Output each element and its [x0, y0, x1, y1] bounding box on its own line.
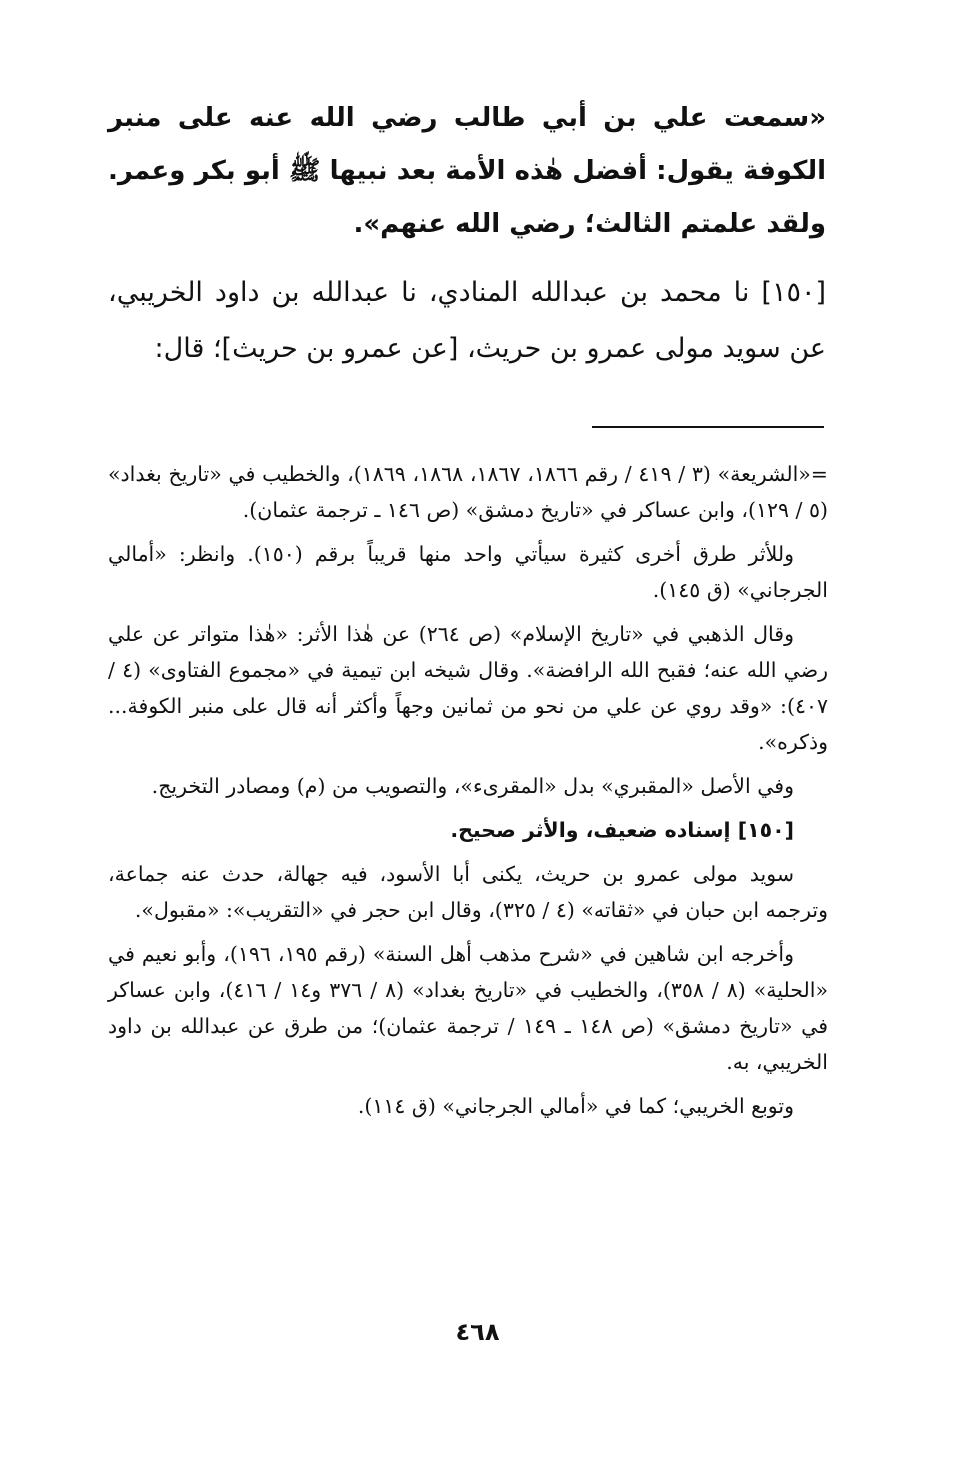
main-text-isnad [108, 265, 826, 377]
footnote-paragraph: وأخرجه ابن شاهين في «شرح مذهب أهل السنة» (رقم ١٩٥، ١٩٦)، وأبو نعيم في «الحلية» (٨ / ٣٥٨)، والخطيب في «تاريخ بغداد» (٨ / ٣٧٦ و١٤ / ٤١٦)، وابن عساكر في «تاريخ دمشق» (ص ١٤٨ ـ ١٤٩ / ترجمة عثمان)؛ من طرق عن عبدالله بن داود الخريبي، به. [108, 942, 828, 1074]
footnote-paragraph: وتوبع الخريبي؛ كما في «أمالي الجرجاني» (ق ١١٤). [357, 1094, 794, 1118]
footnotes [108, 456, 828, 1132]
footnote-paragraph: وللأثر طرق أخرى كثيرة سيأتي واحد منها قريباً برقم (١٥٠). وانظر: «أمالي الجرجاني» (ق ١٤٥). [108, 542, 828, 602]
footnote-paragraph: =«الشريعة» (٣ / ٤١٩ / رقم ١٨٦٦، ١٨٦٧، ١٨٦٨، ١٨٦٩)، والخطيب في «تاريخ بغداد» (٥ / ١٢٩)، وابن عساكر في «تاريخ دمشق» (ص ١٤٦ ـ ترجمة عثمان). [108, 462, 828, 522]
footnote-paragraph: وقال الذهبي في «تاريخ الإسلام» (ص ٢٦٤) عن هٰذا الأثر: «هٰذا متواتر عن علي رضي الله عنه؛ فقبح الله الرافضة». وقال شيخه ابن تيمية في «مجموع الفتاوى» (٤ / ٤٠٧): «وقد روي عن علي من نحو من ثمانين وجهاً وأكثر أنه قال على منبر الكوفة... وذكره». [108, 622, 828, 754]
footnote-divider [592, 426, 824, 428]
isnad-paragraph: [١٥٠] نا محمد بن عبدالله المنادي، نا عبدالله بن داود الخريبي، عن سويد مولى عمرو بن حريث، [عن عمرو بن حريث]؛ قال: [108, 277, 826, 364]
footnote-paragraph: سويد مولى عمرو بن حريث، يكنى أبا الأسود، فيه جهالة، حدث عنه جماعة، وترجمه ابن حبان في «ثقاته» (٤ / ٣٢٥)، وقال ابن حجر في «التقريب»: «مقبول». [108, 862, 828, 922]
quote-paragraph: «سمعت علي بن أبي طالب رضي الله عنه على منبر الكوفة يقول: أفضل هٰذه الأمة بعد نبيها ﷺ أبو بكر وعمر. ولقد علمتم الثالث؛ رضي الله عنهم». [108, 103, 826, 239]
main-text-quote [108, 92, 826, 251]
footnote-grade: [١٥٠] إسناده ضعيف، والأثر صحيح. [450, 818, 794, 842]
page-number: ٤٦٨ [455, 1318, 500, 1346]
footnote-paragraph: وفي الأصل «المقبري» بدل «المقرىء»، والتصويب من (م) ومصادر التخريج. [151, 774, 794, 798]
